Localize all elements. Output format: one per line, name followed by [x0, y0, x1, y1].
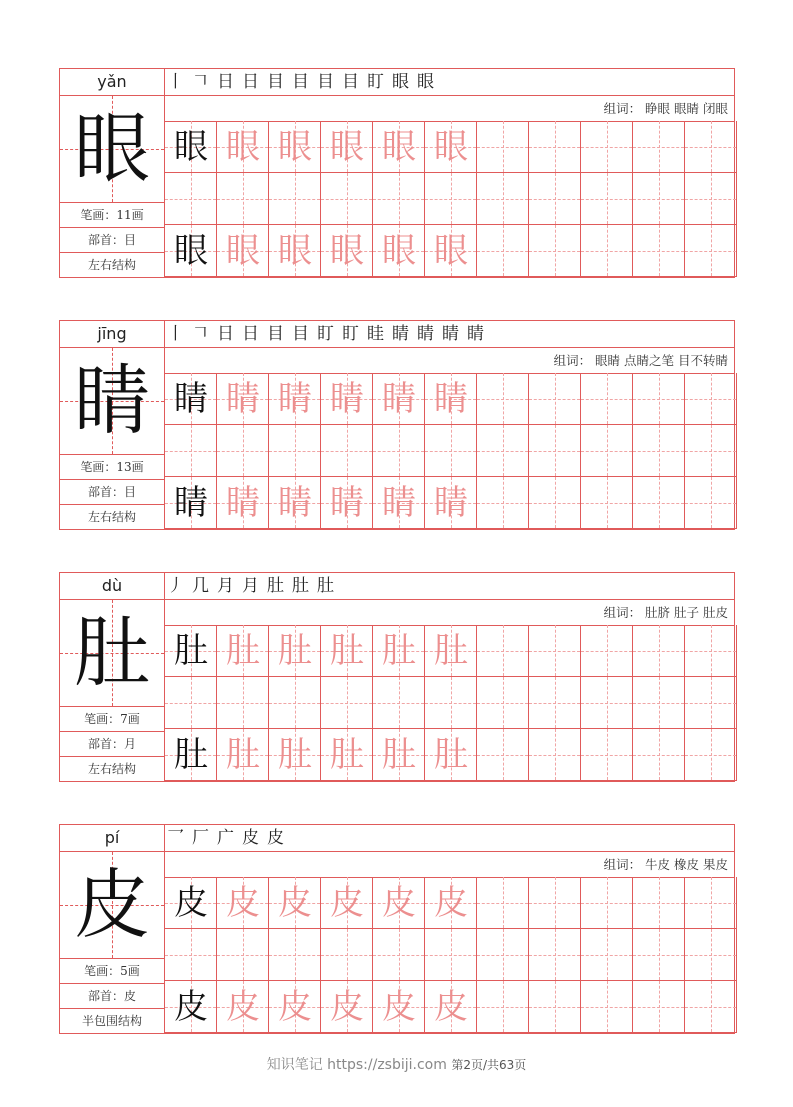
word-examples: 组词： 睁眼 眼睛 闭眼 — [165, 96, 734, 122]
practice-cell — [321, 477, 373, 529]
character-info-panel — [60, 321, 165, 529]
practice-cell — [633, 729, 685, 781]
large-character: 肚 — [74, 608, 150, 697]
practice-cell — [633, 121, 685, 173]
practice-cell — [321, 929, 373, 981]
trace-character: 眼 — [382, 231, 416, 271]
practice-cell — [217, 981, 269, 1033]
practice-cell — [321, 677, 373, 729]
trace-character: 睛 — [330, 483, 364, 523]
trace-character: 肚 — [434, 735, 468, 775]
trace-character: 皮 — [434, 883, 468, 923]
stroke-step: 睛 — [392, 324, 409, 344]
trace-character: 肚 — [434, 631, 468, 671]
trace-character: 皮 — [226, 883, 260, 923]
character-card — [59, 320, 735, 530]
practice-cell — [477, 477, 529, 529]
word-examples: 组词： 肚脐 肚子 肚皮 — [165, 600, 734, 626]
trace-character: 眼 — [226, 127, 260, 167]
trace-character: 眼 — [278, 231, 312, 271]
practice-cell — [217, 477, 269, 529]
radical: 部首：月 — [60, 731, 164, 757]
practice-cell — [269, 729, 321, 781]
character-info-panel — [60, 573, 165, 781]
large-character: 睛 — [74, 356, 150, 445]
practice-cell — [165, 425, 217, 477]
practice-cell — [373, 625, 425, 677]
practice-cell — [217, 425, 269, 477]
stroke-step: 日 — [217, 72, 234, 92]
practice-cell — [581, 225, 633, 277]
practice-cell — [217, 225, 269, 277]
practice-cell — [685, 625, 737, 677]
page-number: 第2页/共63页 — [451, 1058, 527, 1072]
practice-cell — [269, 677, 321, 729]
stroke-order — [165, 573, 734, 600]
practice-cell — [373, 373, 425, 425]
trace-character: 眼 — [330, 231, 364, 271]
practice-cell — [425, 477, 477, 529]
practice-grid — [165, 373, 735, 529]
trace-character: 眼 — [278, 127, 312, 167]
practice-cell — [685, 729, 737, 781]
practice-grid — [165, 877, 735, 1033]
stroke-step: 目 — [317, 72, 334, 92]
practice-cell — [581, 173, 633, 225]
practice-cell — [685, 677, 737, 729]
pinyin: pí — [60, 825, 164, 852]
practice-cell — [477, 929, 529, 981]
practice-row — [165, 729, 735, 781]
practice-cell — [529, 477, 581, 529]
practice-cell — [477, 677, 529, 729]
trace-character: 眼 — [434, 231, 468, 271]
practice-cell — [425, 729, 477, 781]
stroke-step: 盯 — [342, 324, 359, 344]
practice-cell — [321, 225, 373, 277]
stroke-count: 笔画：7画 — [60, 706, 164, 732]
pinyin: yǎn — [60, 69, 164, 96]
model-character: 皮 — [174, 987, 208, 1027]
trace-character: 肚 — [226, 735, 260, 775]
practice-row — [165, 425, 735, 477]
large-character-box — [60, 600, 164, 706]
practice-cell — [373, 173, 425, 225]
practice-cell — [425, 225, 477, 277]
character-card — [59, 68, 735, 278]
trace-character: 肚 — [382, 631, 416, 671]
model-character: 肚 — [174, 735, 208, 775]
practice-cell — [217, 173, 269, 225]
trace-character: 皮 — [382, 883, 416, 923]
stroke-step: 眼 — [417, 72, 434, 92]
practice-cell — [581, 477, 633, 529]
trace-character: 肚 — [278, 735, 312, 775]
pinyin: jīng — [60, 321, 164, 348]
practice-cell — [477, 729, 529, 781]
practice-cell — [269, 929, 321, 981]
practice-cell — [477, 425, 529, 477]
practice-cell — [685, 121, 737, 173]
character-info-panel — [60, 825, 165, 1033]
stroke-count: 笔画：11画 — [60, 202, 164, 228]
character-card — [59, 824, 735, 1034]
practice-cell — [269, 425, 321, 477]
stroke-step: 肚 — [292, 576, 309, 596]
stroke-step: 月 — [217, 576, 234, 596]
practice-cell — [269, 877, 321, 929]
stroke-order — [165, 321, 734, 348]
practice-cell — [685, 225, 737, 277]
practice-row — [165, 929, 735, 981]
word-examples: 组词： 眼睛 点睛之笔 目不转睛 — [165, 348, 734, 374]
practice-cell — [477, 121, 529, 173]
practice-cell — [581, 373, 633, 425]
stroke-step: 日 — [217, 324, 234, 344]
trace-character: 皮 — [278, 987, 312, 1027]
practice-cell — [165, 477, 217, 529]
practice-cell — [165, 373, 217, 425]
practice-cell — [529, 225, 581, 277]
practice-cell — [633, 981, 685, 1033]
practice-cell — [269, 121, 321, 173]
practice-cell — [529, 729, 581, 781]
stroke-step: 眼 — [392, 72, 409, 92]
practice-cell — [321, 425, 373, 477]
trace-character: 皮 — [382, 987, 416, 1027]
stroke-step: 睛 — [442, 324, 459, 344]
stroke-step: 𠃍 — [192, 324, 209, 344]
practice-cell — [581, 981, 633, 1033]
practice-cell — [321, 981, 373, 1033]
practice-cell — [269, 981, 321, 1033]
practice-cell — [165, 225, 217, 277]
practice-cell — [269, 373, 321, 425]
practice-row — [165, 373, 735, 425]
stroke-step: 眭 — [367, 324, 384, 344]
stroke-step: 肚 — [267, 576, 284, 596]
trace-character: 眼 — [330, 127, 364, 167]
trace-character: 睛 — [382, 483, 416, 523]
stroke-step: 目 — [292, 324, 309, 344]
radical: 部首：目 — [60, 479, 164, 505]
practice-cell — [477, 373, 529, 425]
practice-cell — [685, 929, 737, 981]
practice-cell — [165, 625, 217, 677]
practice-cell — [217, 625, 269, 677]
practice-cell — [165, 677, 217, 729]
large-character: 皮 — [74, 860, 150, 949]
trace-character: 肚 — [330, 735, 364, 775]
practice-cell — [425, 677, 477, 729]
practice-cell — [477, 173, 529, 225]
practice-cell — [269, 477, 321, 529]
practice-cell — [477, 981, 529, 1033]
practice-cell — [529, 173, 581, 225]
stroke-step: 盯 — [317, 324, 334, 344]
trace-character: 肚 — [278, 631, 312, 671]
stroke-step: 目 — [267, 324, 284, 344]
model-character: 眼 — [174, 231, 208, 271]
practice-cell — [633, 477, 685, 529]
stroke-step: 皮 — [242, 828, 259, 848]
practice-cell — [373, 929, 425, 981]
practice-cell — [581, 929, 633, 981]
practice-cell — [217, 373, 269, 425]
practice-cell — [373, 225, 425, 277]
practice-cell — [165, 877, 217, 929]
practice-cell — [529, 121, 581, 173]
pinyin: dù — [60, 573, 164, 600]
practice-cell — [685, 373, 737, 425]
trace-character: 肚 — [382, 735, 416, 775]
practice-cell — [373, 877, 425, 929]
practice-cell — [581, 877, 633, 929]
stroke-step: 目 — [342, 72, 359, 92]
watermark-text: 知识笔记 https://zsbiji.com — [266, 1057, 447, 1073]
practice-cell — [321, 729, 373, 781]
practice-grid — [165, 625, 735, 781]
practice-row — [165, 173, 735, 225]
stroke-step: 睛 — [467, 324, 484, 344]
stroke-step: 𠃍 — [192, 72, 209, 92]
practice-row — [165, 625, 735, 677]
practice-row — [165, 981, 735, 1033]
practice-cell — [425, 625, 477, 677]
stroke-step: 广 — [217, 828, 234, 848]
practice-cell — [581, 121, 633, 173]
stroke-step: 丨 — [167, 72, 184, 92]
model-character: 睛 — [174, 483, 208, 523]
structure: 左右结构 — [60, 504, 164, 530]
practice-cell — [373, 981, 425, 1033]
radical: 部首：目 — [60, 227, 164, 253]
practice-cell — [165, 121, 217, 173]
character-card — [59, 572, 735, 782]
practice-cell — [321, 625, 373, 677]
stroke-step: 日 — [242, 324, 259, 344]
trace-character: 肚 — [330, 631, 364, 671]
stroke-step: 乛 — [167, 828, 184, 848]
practice-row — [165, 477, 735, 529]
stroke-step: 丨 — [167, 324, 184, 344]
stroke-step: 睛 — [417, 324, 434, 344]
trace-character: 睛 — [226, 483, 260, 523]
stroke-step: 目 — [267, 72, 284, 92]
practice-cell — [581, 425, 633, 477]
practice-cell — [269, 225, 321, 277]
practice-cell — [581, 677, 633, 729]
practice-cell — [321, 121, 373, 173]
practice-cell — [685, 173, 737, 225]
practice-cell — [217, 929, 269, 981]
structure: 左右结构 — [60, 252, 164, 278]
practice-cell — [321, 173, 373, 225]
large-character-box — [60, 852, 164, 958]
practice-cell — [217, 677, 269, 729]
radical: 部首：皮 — [60, 983, 164, 1009]
trace-character: 睛 — [434, 483, 468, 523]
stroke-step: 目 — [292, 72, 309, 92]
practice-cell — [269, 173, 321, 225]
practice-cell — [373, 729, 425, 781]
footer — [0, 1054, 793, 1074]
stroke-step: 几 — [192, 576, 209, 596]
practice-cell — [425, 981, 477, 1033]
trace-character: 睛 — [434, 379, 468, 419]
trace-character: 睛 — [330, 379, 364, 419]
practice-cell — [529, 625, 581, 677]
word-examples: 组词： 牛皮 橡皮 果皮 — [165, 852, 734, 878]
practice-cell — [321, 877, 373, 929]
practice-cell — [529, 981, 581, 1033]
practice-cell — [633, 225, 685, 277]
practice-cell — [685, 981, 737, 1033]
practice-cell — [633, 625, 685, 677]
model-character: 皮 — [174, 883, 208, 923]
stroke-step: 丿 — [167, 576, 184, 596]
practice-cell — [633, 425, 685, 477]
model-character: 睛 — [174, 379, 208, 419]
practice-cell — [685, 877, 737, 929]
large-character-box — [60, 96, 164, 202]
practice-cell — [425, 173, 477, 225]
stroke-order — [165, 825, 734, 852]
practice-cell — [373, 477, 425, 529]
practice-cell — [425, 373, 477, 425]
stroke-count: 笔画：5画 — [60, 958, 164, 984]
practice-cell — [633, 929, 685, 981]
stroke-count: 笔画：13画 — [60, 454, 164, 480]
trace-character: 皮 — [278, 883, 312, 923]
practice-cell — [633, 373, 685, 425]
trace-character: 睛 — [278, 483, 312, 523]
practice-cell — [425, 121, 477, 173]
stroke-step: 日 — [242, 72, 259, 92]
practice-cell — [373, 121, 425, 173]
practice-cell — [217, 877, 269, 929]
practice-cell — [425, 425, 477, 477]
practice-cell — [529, 929, 581, 981]
practice-cell — [165, 729, 217, 781]
trace-character: 眼 — [226, 231, 260, 271]
practice-cell — [529, 373, 581, 425]
practice-row — [165, 877, 735, 929]
practice-cell — [321, 373, 373, 425]
practice-cell — [477, 877, 529, 929]
trace-character: 眼 — [434, 127, 468, 167]
practice-cell — [269, 625, 321, 677]
stroke-step: 厂 — [192, 828, 209, 848]
large-character-box — [60, 348, 164, 454]
practice-row — [165, 225, 735, 277]
practice-cell — [529, 425, 581, 477]
practice-cell — [165, 929, 217, 981]
practice-cell — [581, 625, 633, 677]
practice-cell — [685, 477, 737, 529]
practice-cell — [529, 877, 581, 929]
trace-character: 肚 — [226, 631, 260, 671]
practice-cell — [581, 729, 633, 781]
practice-cell — [685, 425, 737, 477]
stroke-step: 月 — [242, 576, 259, 596]
structure: 左右结构 — [60, 756, 164, 782]
practice-cell — [477, 625, 529, 677]
practice-cell — [425, 877, 477, 929]
practice-cell — [529, 677, 581, 729]
practice-row — [165, 121, 735, 173]
practice-cell — [633, 677, 685, 729]
practice-cell — [217, 729, 269, 781]
trace-character: 皮 — [434, 987, 468, 1027]
trace-character: 睛 — [278, 379, 312, 419]
model-character: 肚 — [174, 631, 208, 671]
practice-cell — [425, 929, 477, 981]
large-character: 眼 — [74, 104, 150, 193]
stroke-step: 盯 — [367, 72, 384, 92]
practice-grid — [165, 121, 735, 277]
practice-cell — [217, 121, 269, 173]
model-character: 眼 — [174, 127, 208, 167]
practice-cell — [633, 877, 685, 929]
character-info-panel — [60, 69, 165, 277]
practice-cell — [165, 981, 217, 1033]
stroke-step: 皮 — [267, 828, 284, 848]
stroke-order — [165, 69, 734, 96]
trace-character: 眼 — [382, 127, 416, 167]
trace-character: 皮 — [330, 883, 364, 923]
trace-character: 睛 — [382, 379, 416, 419]
trace-character: 皮 — [226, 987, 260, 1027]
practice-cell — [373, 425, 425, 477]
stroke-step: 肚 — [317, 576, 334, 596]
practice-cell — [477, 225, 529, 277]
structure: 半包围结构 — [60, 1008, 164, 1034]
practice-row — [165, 677, 735, 729]
practice-cell — [373, 677, 425, 729]
practice-cell — [165, 173, 217, 225]
trace-character: 睛 — [226, 379, 260, 419]
practice-cell — [633, 173, 685, 225]
trace-character: 皮 — [330, 987, 364, 1027]
